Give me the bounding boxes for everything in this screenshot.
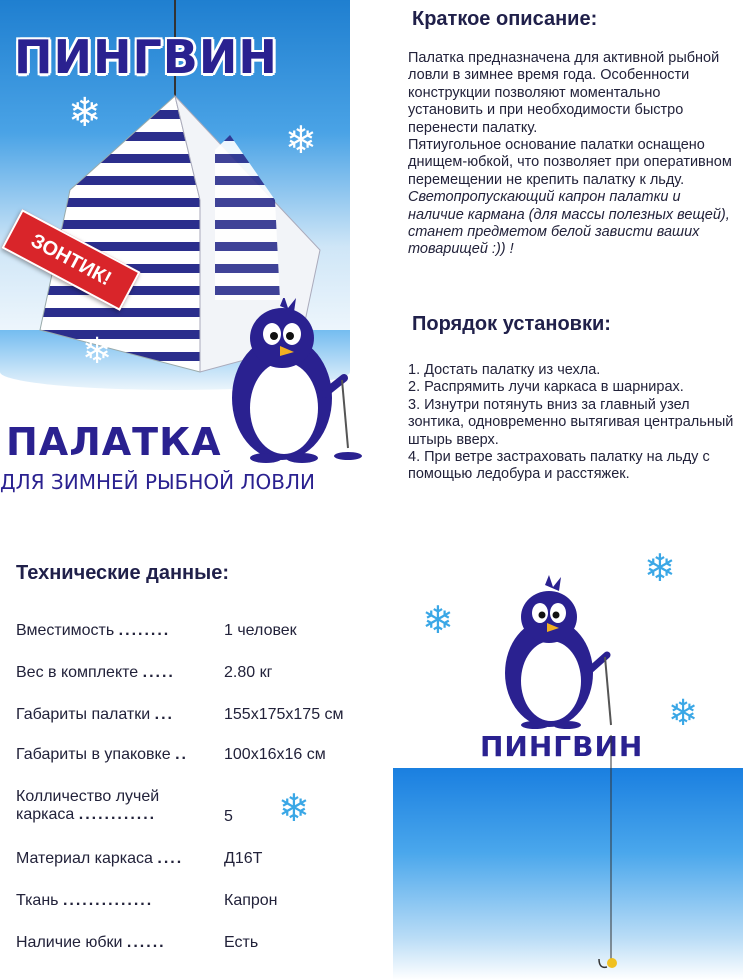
product-subtitle: ДЛЯ ЗИМНЕЙ РЫБНОЙ ЛОВЛИ xyxy=(0,470,315,494)
spec-dots: ...... xyxy=(126,934,166,951)
spec-dots: .............. xyxy=(62,892,154,909)
description-text xyxy=(408,50,738,259)
spec-dots: ............ xyxy=(78,806,157,823)
technical-heading: Технические данные: xyxy=(16,562,229,584)
spec-row xyxy=(16,706,376,724)
list-item: 1. Достать палатку из чехла. xyxy=(408,362,601,378)
spec-value: 5 xyxy=(224,808,233,825)
snowflake-icon: ❄ xyxy=(82,330,113,371)
snowflake-icon: ❄ xyxy=(422,600,454,642)
spec-dots: ..... xyxy=(142,664,175,681)
spec-label: Материал каркаса xyxy=(16,850,153,867)
spec-value: Капрон xyxy=(224,892,278,909)
description-paragraph: Палатка предназначена для активной рыбной ловли в зимнее время года. Особенности конструкции позволяют моментально установить и при необходимости быстро перенести палатку. xyxy=(408,50,720,136)
spec-row xyxy=(16,664,376,682)
spec-dots: .. xyxy=(175,746,188,763)
spec-dots: ... xyxy=(154,706,174,723)
description-heading: Краткое описание: xyxy=(412,8,598,30)
spec-label: Колличество лучей xyxy=(16,788,160,805)
spec-row xyxy=(16,746,376,764)
spec-label: Ткань xyxy=(16,892,59,909)
spec-value: 1 человек xyxy=(224,622,297,639)
water-background xyxy=(393,768,743,980)
brand-title: ПИНГВИН xyxy=(14,30,278,84)
spec-row xyxy=(16,622,376,640)
spec-dots: ........ xyxy=(118,622,171,639)
spec-row xyxy=(16,892,376,910)
fishing-line-icon xyxy=(595,735,625,975)
installation-steps xyxy=(408,362,738,484)
spec-label: каркаса xyxy=(16,806,75,823)
penguin-mascot-icon xyxy=(495,575,635,735)
penguin-mascot-icon xyxy=(222,298,362,468)
footer-brand: ПИНГВИН xyxy=(480,730,644,763)
spec-dots: .... xyxy=(157,850,184,867)
spec-value: 100x16x16 см xyxy=(224,746,326,763)
list-item: 3. Изнутри потянуть вниз за главный узел зонтика, одновременно вытягивая центральный штырь вверх. xyxy=(408,396,734,448)
spec-label: Габариты палатки xyxy=(16,706,151,723)
spec-label: Вес в комплекте xyxy=(16,664,139,681)
spec-label: Наличие юбки xyxy=(16,934,123,951)
description-paragraph: Пятиугольное основание палатки оснащено днищем-юбкой, что позволяет при оперативном перемещении не крепить палатку к льду. xyxy=(408,137,732,188)
spec-value: 155x175x175 см xyxy=(224,706,344,723)
spec-row xyxy=(16,788,376,830)
product-title: ПАЛАТКА xyxy=(6,420,222,464)
snowflake-icon: ❄ xyxy=(285,120,317,162)
snowflake-icon: ❄ xyxy=(68,91,102,135)
spec-label: Габариты в упаковке xyxy=(16,746,171,763)
list-item: 2. Распрямить лучи каркаса в шарнирах. xyxy=(408,379,684,396)
list-item: 4. При ветре застраховать палатку на льду с помощью ледобура и расстяжек. xyxy=(408,449,710,483)
umbrella-badge: ЗОНТИК! xyxy=(2,209,141,311)
spec-value: Д16Т xyxy=(224,850,263,867)
snowflake-icon: ❄ xyxy=(644,548,676,590)
description-paragraph: Светопропускающий капрон палатки и наличие кармана (для массы полезных вещей), станет предметом белой зависти ваших товарищей :)) ! xyxy=(408,189,730,258)
spec-row xyxy=(16,850,376,868)
spec-label: Вместимость xyxy=(16,622,115,639)
spec-value: Есть xyxy=(224,934,259,951)
snowflake-icon: ❄ xyxy=(278,788,310,830)
snowflake-icon: ❄ xyxy=(668,692,699,733)
spec-row xyxy=(16,934,376,952)
spec-value: 2.80 кг xyxy=(224,664,273,681)
installation-heading: Порядок установки: xyxy=(412,313,611,335)
